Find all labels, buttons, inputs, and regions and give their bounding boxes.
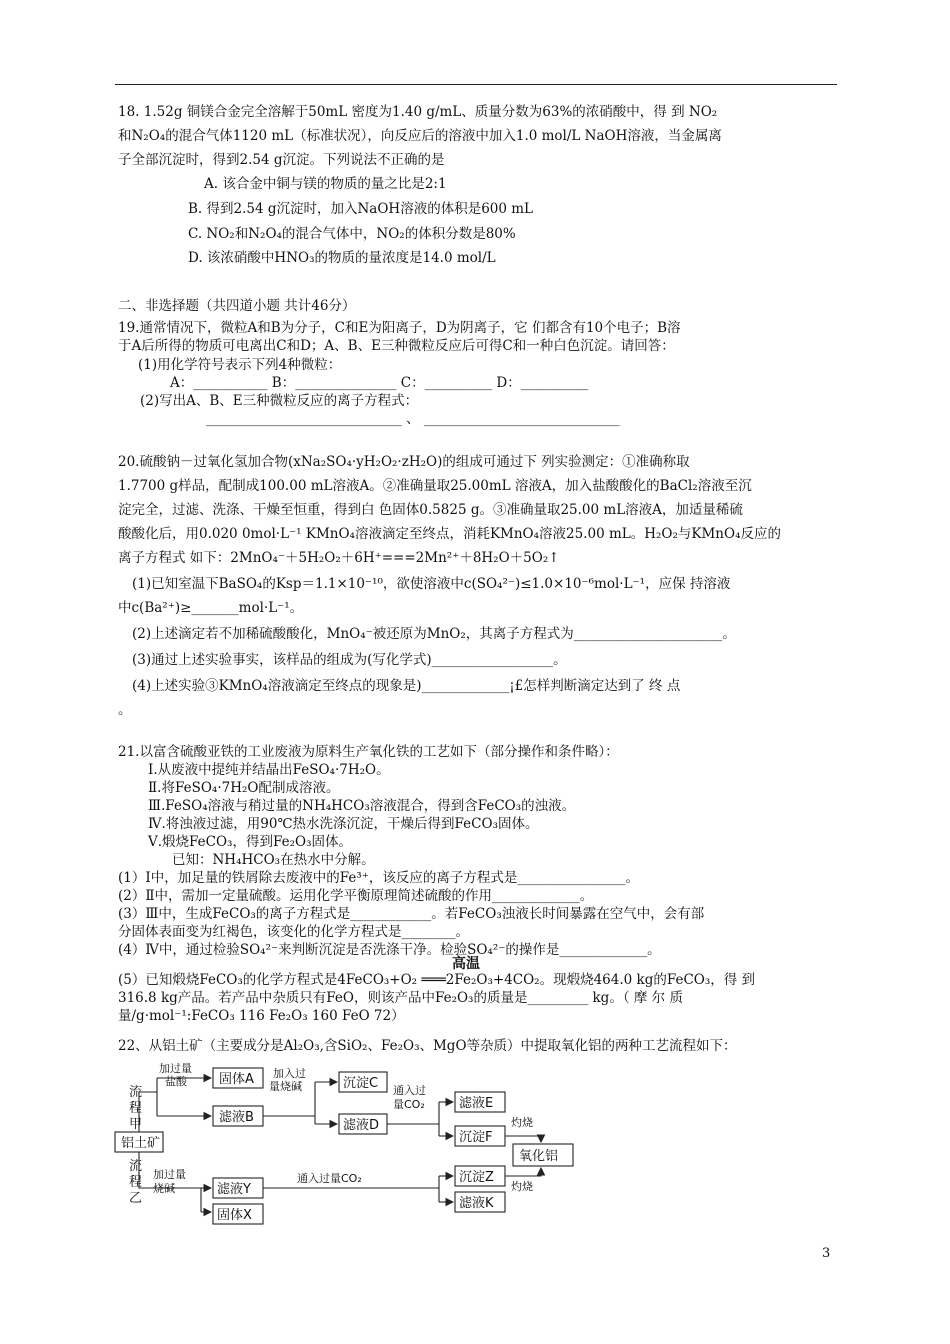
page-number: 3 xyxy=(822,1246,831,1261)
q21-part5a: (5）已知煅烧FeCO₃的化学方程式是4FeCO₃+O₂ ═══2Fe₂O₃+4CO₂。现煅烧464.0 kg的FeCO₃，得 到 xyxy=(118,972,756,988)
q21-part5c: 量/g·mol⁻¹:FeCO₃ 116 Fe₂O₃ 160 FeO 72） xyxy=(118,1008,405,1024)
q21-known: 已知：NH₄HCO₃在热水中分解。 xyxy=(172,852,375,868)
q21-step4: Ⅳ.将浊液过滤，用90℃热水洗涤沉淀，干燥后得到FeCO₃固体。 xyxy=(148,816,539,832)
flow-soda-1: 加过量 xyxy=(153,1168,186,1181)
q22-line1: 22、从铝土矿（主要成分是Al₂O₃,含SiO₂、Fe₂O₃、MgO等杂质）中提取氧化铝的两种工艺流程如下： xyxy=(118,1038,737,1054)
flow-acid-1: 加过量 xyxy=(159,1062,192,1075)
box-alumina-label: 氧化铝 xyxy=(519,1149,559,1164)
q19-sub2: (2)写出A、B、E三种微粒反应的离子方程式： xyxy=(140,393,419,409)
box-precip-c-label: 沉淀C xyxy=(343,1076,379,1091)
q18-option-c: C. NO₂和N₂O₄的混合气体中，NO₂的体积分数是80% xyxy=(188,226,516,242)
box-precip-f-label: 沉淀F xyxy=(459,1130,493,1145)
flow-co2-2: 量CO₂ xyxy=(393,1098,425,1111)
box-precip-z-label: 沉淀Z xyxy=(459,1170,494,1185)
box-filtrate-b-label: 滤液B xyxy=(219,1110,254,1125)
flow-label-jia-3: 甲 xyxy=(129,1117,143,1132)
q20-line5: 离子方程式 如下：2MnO₄⁻＋5H₂O₂＋6H⁺===2Mn²⁺＋8H₂O＋5O₂↑ xyxy=(118,550,560,566)
header-rule xyxy=(115,84,837,85)
q19-line2: 于A后所得的物质可电离出C和D；A、B、E三种微粒反应后可得C和一种白色沉淀。请回答： xyxy=(118,338,675,354)
flow-co2-long: 通入过量CO₂ xyxy=(297,1172,362,1185)
q18-option-a: A. 该合金中铜与镁的物质的量之比是2:1 xyxy=(204,176,447,192)
q21-line1: 21.以富含硫酸亚铁的工业废液为原料生产氧化铁的工艺如下（部分操作和条件略）： xyxy=(118,744,619,760)
q21-part5b: 316.8 kg产品。若产品中杂质只有FeO，则该产品中Fe₂O₃的质量是_________ kg。（ 摩 尔 质 xyxy=(118,990,683,1006)
q21-part4: (4）Ⅳ中，通过检验SO₄²⁻来判断沉淀是否洗涤干净。检验SO₄²⁻的操作是_____________。 xyxy=(118,942,661,958)
q21-part3b: 分固体表面变为红褐色，该变化的化学方程式是________。 xyxy=(118,924,469,940)
flow-label-jia-2: 程 xyxy=(129,1101,143,1116)
box-filtrate-d-label: 滤液D xyxy=(343,1118,380,1133)
process-flow-diagram xyxy=(113,1062,593,1232)
q20-part3: (3)通过上述实验事实，该样品的组成为(写化学式)__________________。 xyxy=(132,652,567,668)
q21-step1: Ⅰ.从废液中提纯并结晶出FeSO₄·7H₂O。 xyxy=(148,762,390,778)
q20-part2: (2)上述滴定若不加稀硫酸酸化，MnO₄⁻被还原为MnO₂，其离子方程式为______________________。 xyxy=(132,626,736,642)
flow-burn-top: 灼烧 xyxy=(511,1116,533,1129)
box-solid-x-label: 固体X xyxy=(217,1208,252,1223)
box-filtrate-k-label: 滤液K xyxy=(459,1196,494,1211)
flow-label-jia-1: 流 xyxy=(129,1085,143,1100)
q21-part2: (2）Ⅱ中，需加一定量硫酸。运用化学平衡原理简述硫酸的作用_____________。 xyxy=(118,888,594,904)
q19-line1: 19.通常情况下，微粒A和B为分子，C和E为阳离子，D为阴离子，它 们都含有10个电子；B溶 xyxy=(118,320,681,336)
box-solid-a-label: 固体A xyxy=(219,1072,254,1087)
flow-acid-2: 盐酸 xyxy=(165,1075,187,1088)
q20-part1a: (1)已知室温下BaSO₄的Ksp＝1.1×10⁻¹⁰，欲使溶液中c(SO₄²⁻)≤1.0×10⁻⁶mol·L⁻¹，应保 持溶液 xyxy=(132,576,731,592)
box-filtrate-e-label: 滤液E xyxy=(459,1096,494,1111)
q20-part4a: (4)上述实验③KMnO₄溶液滴定至终点的现象是)_____________¡£怎样判断滴定达到了 终 点 xyxy=(132,678,681,694)
q19-sub1: (1)用化学符号表示下列4种微粒： xyxy=(138,357,342,373)
flow-label-yi-1: 流 xyxy=(129,1159,143,1174)
flow-burn-bottom: 灼烧 xyxy=(511,1180,533,1193)
q20-line3: 淀完全，过滤、洗涤、干燥至恒重，得到白 色固体0.5825 g。③准确量取25.00 mL溶液A，加适量稀硫 xyxy=(118,502,743,518)
section2-title: 二、非选择题（共四道小题 共计46分） xyxy=(118,298,356,314)
q21-step3: Ⅲ.FeSO₄溶液与稍过量的NH₄HCO₃溶液混合，得到含FeCO₃的浊液。 xyxy=(148,798,576,814)
q18-option-b: B. 得到2.54 g沉淀时，加入NaOH溶液的体积是600 mL xyxy=(188,201,534,217)
flow-soda-2: 烧碱 xyxy=(153,1182,175,1195)
box-bauxite-label: 铝土矿 xyxy=(121,1136,161,1151)
q20-line1: 20.硫酸钠－过氧化氢加合物(xNa₂SO₄·yH₂O₂·zH₂O)的组成可通过下 列实验测定：①准确称取 xyxy=(118,454,690,470)
flow-base-2: 量烧碱 xyxy=(269,1080,302,1093)
q21-condition-high-temp: 高温 xyxy=(452,956,480,972)
q20-line2: 1.7700 g样品，配制成100.00 mL溶液A。②准确量取25.00mL 溶液A，加入盐酸酸化的BaCl₂溶液至沉 xyxy=(118,478,752,494)
box-filtrate-y-label: 滤液Y xyxy=(217,1182,251,1197)
q21-part3a: (3）Ⅲ中，生成FeCO₃的离子方程式是____________。若FeCO₃浊液长时间暴露在空气中，会有部 xyxy=(118,906,705,922)
q19-blanks: A：___________ B：_______________ C：__________ D：__________ xyxy=(170,375,589,391)
q21-step5: Ⅴ.煅烧FeCO₃，得到Fe₂O₃固体。 xyxy=(148,834,352,850)
flow-label-yi-2: 程 xyxy=(129,1175,143,1190)
q18-line3: 子全部沉淀时，得到2.54 g沉淀。下列说法不正确的是 xyxy=(118,152,445,168)
q18-option-d: D. 该浓硝酸中HNO₃的物质的量浓度是14.0 mol/L xyxy=(188,250,496,266)
q21-step2: Ⅱ.将FeSO₄·7H₂O配制成溶液。 xyxy=(148,780,340,796)
q21-part1: (1）Ⅰ中，加足量的铁屑除去废液中的Fe³⁺，该反应的离子方程式是________________。 xyxy=(118,870,639,886)
flow-base-1: 加入过 xyxy=(273,1067,306,1080)
q19-blank2: _____________________________ 、 _____________________________ xyxy=(206,411,620,427)
q18-line1: 18. 1.52g 铜镁合金完全溶解于50mL 密度为1.40 g/mL、质量分数为63%的浓硝酸中，得 到 NO₂ xyxy=(118,104,718,120)
flow-label-yi-3: 乙 xyxy=(129,1191,143,1206)
q20-part4b: 。 xyxy=(118,702,132,718)
q20-part1b: 中c(Ba²⁺)≥_______mol·L⁻¹。 xyxy=(118,600,304,616)
q20-line4: 酸酸化后，用0.020 0mol·L⁻¹ KMnO₄溶液滴定至终点，消耗KMnO₄溶液25.00 mL。H₂O₂与KMnO₄反应的 xyxy=(118,526,781,542)
flow-co2-1: 通入过 xyxy=(393,1084,426,1097)
q18-line2: 和N₂O₄的混合气体1120 mL（标准状况），向反应后的溶液中加入1.0 mol/L NaOH溶液，当金属离 xyxy=(118,128,722,144)
